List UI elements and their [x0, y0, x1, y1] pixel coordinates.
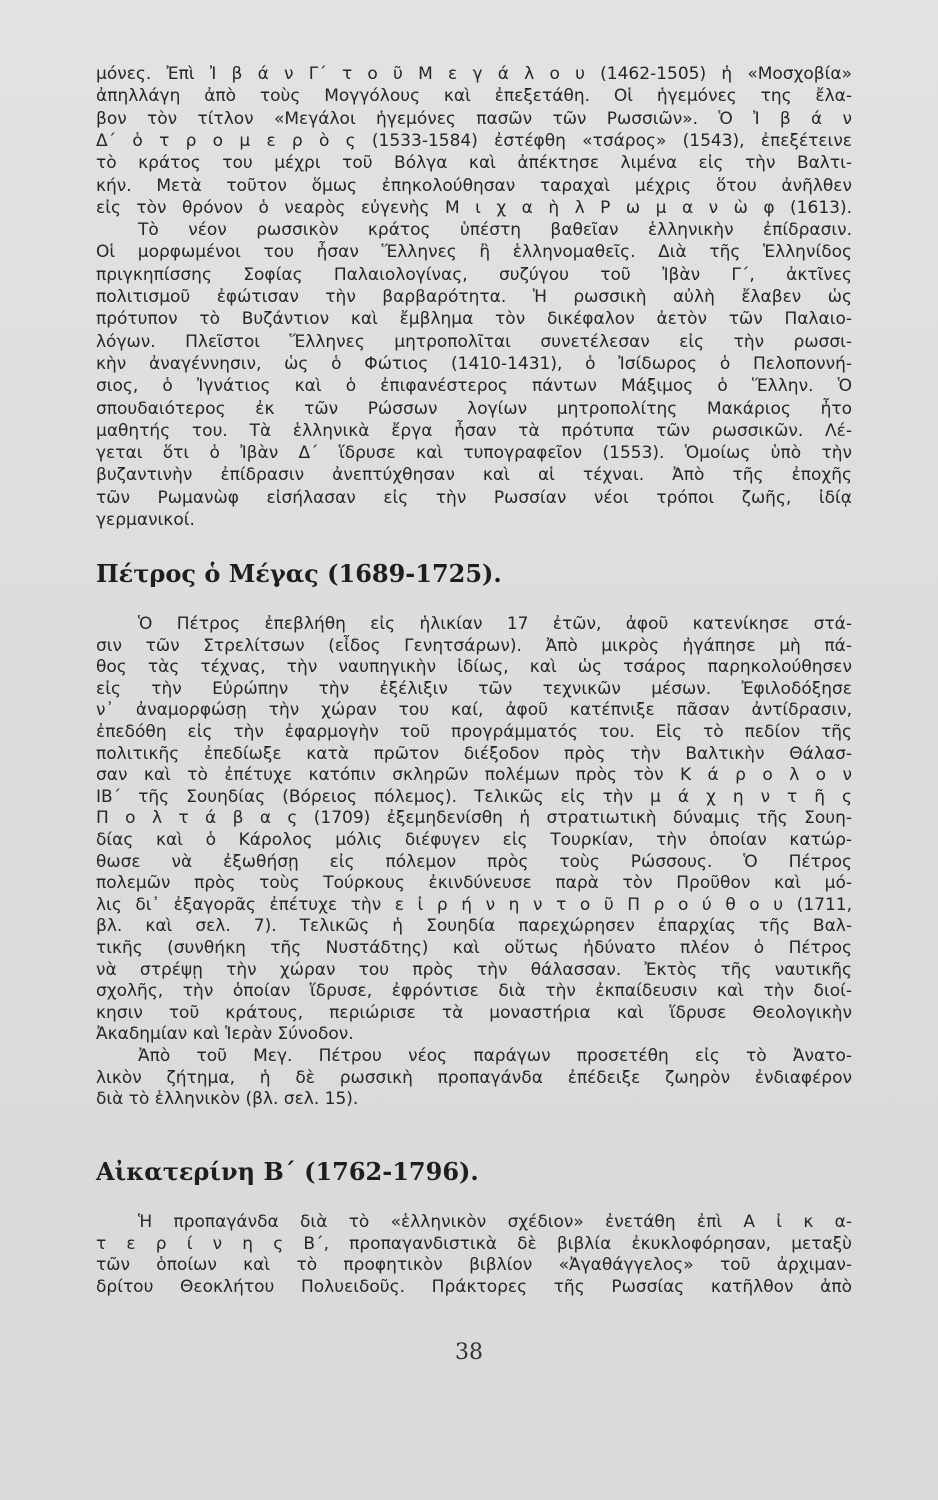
text-line: σιν τῶν Στρελίτσων (εἶδος Γενητσάρων). Ἀπὸ μικρὸς ἠγάπησε μὴ πά-	[96, 635, 852, 656]
text-line: δρίτου Θεοκλήτου Πολυειδοῦς. Πράκτορες τῆς Ρωσσίας κατῆλθον ἀπὸ	[96, 1276, 852, 1297]
text-line: νὰ στρέψῃ τὴν χώραν του πρὸς τὴν θάλασσαν. Ἐκτὸς τῆς ναυτικῆς	[96, 959, 852, 980]
text-line: μαθητής του. Τὰ ἑλληνικὰ ἔργα ἦσαν τὰ πρότυπα τῶν ρωσσικῶν. Λέ-	[96, 420, 852, 441]
text-line: δίας καὶ ὁ Κάρολος μόλις διέφυγεν εἰς Τουρκίαν, τὴν ὁποίαν κατώρ-	[96, 830, 852, 850]
heading-peter: Πέτρος ὁ Μέγας (1689-1725).	[96, 559, 502, 588]
text-line: Ἀκαδημίαν καὶ Ἱερὰν Σύνοδον.	[96, 1024, 354, 1045]
text-line: Ἀπὸ τοῦ Μεγ. Πέτρου νέος παράγων προσετέθη εἰς τὸ Ἀνατο-	[138, 1046, 852, 1066]
text-line: λικὸν ζήτημα, ἡ δὲ ρωσσικὴ προπαγάνδα ἐπέδειξε ζωηρὸν ἐνδιαφέρον	[96, 1067, 852, 1088]
text-line: ἐπεδόθη εἰς τὴν ἐφαρμογὴν τοῦ προγράμματός του. Εἰς τὸ πεδίον τῆς	[96, 722, 852, 742]
text-line: Τὸ νέον ρωσσικὸν κράτος ὑπέστη βαθεῖαν ἑλληνικὴν ἐπίδρασιν.	[138, 220, 852, 241]
text-line: μόνες. Ἐπὶ Ἰ β ά ν Γ΄ τ ο ῦ Μ ε γ ά λ ο υ (1462-1505) ἡ «Μοσχοβία»	[96, 64, 852, 84]
text-line: λις δι᾽ ἐξαγορᾶς ἐπέτυχε τὴν ε ἰ ρ ή ν η ν τ ο ῦ Π ρ ο ύ θ ο υ (1711,	[96, 894, 852, 915]
text-line: πριγκηπίσσης Σοφίας Παλαιολογίνας, συζύγου τοῦ Ἰβὰν Γ΄, ἀκτῖνες	[96, 264, 852, 285]
text-line: Οἱ μορφωμένοι του ἦσαν Ἕλληνες ἢ ἑλληνομαθεῖς. Διὰ τῆς Ἑλληνίδος	[96, 242, 852, 263]
heading-catherine: Αἰκατερίνη Β΄ (1762-1796).	[96, 1157, 479, 1186]
text-line: Δ΄ ὁ τ ρ ο μ ε ρ ὸ ς (1533-1584) ἐστέφθη «τσάρος» (1543), ἐπεξέτεινε	[96, 130, 852, 151]
text-line: πρότυπον τὸ Βυζάντιον καὶ ἔμβλημα τὸν δικέφαλον ἀετὸν τῶν Παλαιο-	[96, 309, 852, 330]
text-line: γερμανικοί.	[96, 510, 195, 530]
text-line: γεται ὅτι ὁ Ἰβὰν Δ΄ ἵδρυσε καὶ τυπογραφεῖον (1553). Ὁμοίως ὑπὸ τὴν	[96, 443, 852, 464]
text-line: κήν. Μετὰ τοῦτον ὅμως ἐπηκολούθησαν ταραχαὶ μέχρις ὅτου ἀνῆλθεν	[96, 175, 852, 196]
text-line: θος τὰς τέχνας, τὴν ναυπηγικὴν ἰδίως, καὶ ὡς τσάρος παρηκολούθησεν	[96, 657, 852, 678]
text-line: τικῆς (συνθήκη τῆς Νυστάδτης) καὶ οὕτως ἠδύνατο πλέον ὁ Πέτρος	[96, 938, 852, 958]
text-line: εἰς τὴν Εὐρώπην τὴν ἐξέλιξιν τῶν τεχνικῶν μέσων. Ἐφιλοδόξησε	[96, 678, 852, 699]
text-line: Π ο λ τ ά β α ς (1709) ἐξεμηδενίσθη ἡ στρατιωτικὴ δύναμις τῆς Σουη-	[96, 808, 852, 829]
text-line: Ὁ Πέτρος ἐπεβλήθη εἰς ἡλικίαν 17 ἐτῶν, ἀφοῦ κατενίκησε στά-	[138, 614, 852, 634]
text-line: πολιτικῆς ἐπεδίωξε κατὰ πρῶτον διέξοδον πρὸς τὴν Βαλτικὴν Θάλασ-	[96, 743, 852, 764]
text-line: βυζαντινὴν ἐπίδρασιν ἀνεπτύχθησαν καὶ αἱ τέχναι. Ἀπὸ τῆς ἐποχῆς	[96, 465, 852, 486]
text-line: πολεμῶν πρὸς τοὺς Τούρκους ἐκινδύνευσε παρὰ τὸν Προῦθον καὶ μό-	[96, 873, 852, 894]
text-line: τῶν ὁποίων καὶ τὸ προφητικὸν βιβλίον «Ἀγαθάγγελος» τοῦ ἀρχιμαν-	[96, 1255, 852, 1276]
text-line: θωσε νὰ ἐξωθήσῃ εἰς πόλεμον πρὸς τοὺς Ρώσσους. Ὁ Πέτρος	[96, 851, 852, 872]
text-line: διὰ τὸ ἑλληνικὸν (βλ. σελ. 15).	[96, 1089, 359, 1110]
text-line: κὴν ἀναγέννησιν, ὡς ὁ Φώτιος (1410-1431), ὁ Ἰσίδωρος ὁ Πελοποννή-	[96, 353, 852, 374]
text-line: σπουδαιότερος ἐκ τῶν Ρώσσων λογίων μητροπολίτης Μακάριος ἦτο	[96, 398, 852, 419]
text-line: ΙΒ΄ τῆς Σουηδίας (Βόρειος πόλεμος). Τελικῶς εἰς τὴν μ ά χ η ν τ ῆ ς	[96, 786, 852, 807]
text-line: ν᾽ ἀναμορφώσῃ τὴν χώραν του καί, ἀφοῦ κατέπνιξε πᾶσαν ἀντίδρασιν,	[96, 700, 852, 721]
text-line: τῶν Ρωμανὼφ εἰσήλασαν εἰς τὴν Ρωσσίαν νέοι τρόποι ζωῆς, ἰδίᾳ	[96, 487, 852, 508]
text-line: ἀπηλλάγη ἀπὸ τοὺς Μογγόλους καὶ ἐπεξετάθη. Οἱ ἡγεμόνες της ἔλα-	[96, 86, 852, 107]
text-line: πολιτισμοῦ ἐφώτισαν τὴν βαρβαρότητα. Ἡ ρωσσικὴ αὐλὴ ἔλαβεν ὡς	[96, 287, 852, 307]
text-line: βλ. καὶ σελ. 7). Τελικῶς ἡ Σουηδία παρεχώρησεν ἐπαρχίας τῆς Βαλ-	[96, 916, 852, 937]
text-line: τ ε ρ ί ν η ς Β΄, προπαγανδιστικὰ δὲ βιβλία ἐκυκλοφόρησαν, μεταξὺ	[96, 1233, 852, 1254]
text-line: τὸ κράτος του μέχρι τοῦ Βόλγα καὶ ἀπέκτησε λιμένα εἰς τὴν Βαλτι-	[96, 153, 852, 174]
text-line: λόγων. Πλεῖστοι Ἕλληνες μητροπολῖται συνετέλεσαν εἰς τὴν ρωσσι-	[96, 331, 852, 352]
text-line: σαν καὶ τὸ ἐπέτυχε κατόπιν σκληρῶν πολέμων πρὸς τὸν Κ ά ρ ο λ ο ν	[96, 765, 852, 786]
text-line: εἰς τὸν θρόνον ὁ νεαρὸς εὐγενὴς Μ ι χ α ὴ λ Ρ ω μ α ν ὼ φ (1613).	[96, 197, 852, 218]
text-line: Ἡ προπαγάνδα διὰ τὸ «ἑλληνικὸν σχέδιον» ἐνετάθη ἐπὶ Α ἰ κ α-	[138, 1212, 852, 1232]
text-line: κησιν τοῦ κράτους, περιώρισε τὰ μοναστήρια καὶ ἵδρυσε Θεολογικὴν	[96, 1002, 852, 1023]
text-line: σιος, ὁ Ἰγνάτιος καὶ ὁ ἐπιφανέστερος πάντων Μάξιμος ὁ Ἕλλην. Ὁ	[96, 376, 852, 397]
page-number: 38	[455, 1340, 483, 1365]
text-line: σχολῆς, τὴν ὁποίαν ἵδρυσε, ἐφρόντισε διὰ τὴν ἐκπαίδευσιν καὶ τὴν διοί-	[96, 981, 852, 1002]
text-line: βον τὸν τίτλον «Μεγάλοι ἡγεμόνες πασῶν τῶν Ρωσσιῶν». Ὁ Ἰ β ά ν	[96, 108, 852, 129]
